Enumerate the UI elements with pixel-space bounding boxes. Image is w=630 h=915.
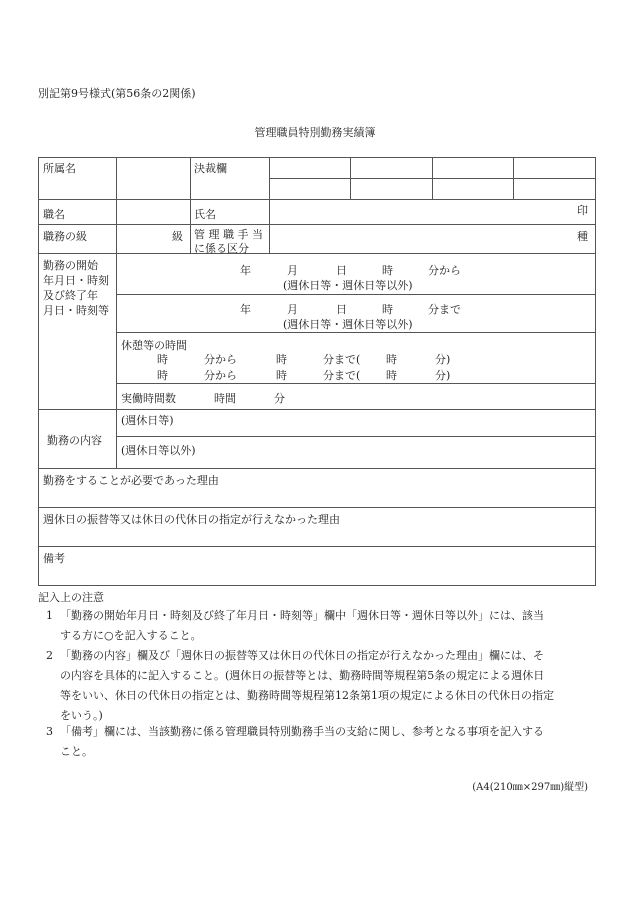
content-label: 勤務の内容 <box>47 434 102 447</box>
grade-label: 職務の級 <box>43 230 87 243</box>
actual-minute-unit: 分 <box>274 392 285 405</box>
allowance-unit: 種 <box>577 230 588 243</box>
actual-hours-label: 実働時間数 <box>121 392 176 405</box>
content-holiday-label: (週休日等) <box>121 414 174 427</box>
allowance-label-2: に係る区分 <box>194 242 249 255</box>
approval-label: 決裁欄 <box>194 162 227 175</box>
reason-label: 勤務をすることが必要であった理由 <box>43 474 219 487</box>
note-item: 1 「勤務の開始年月日・時刻及び終了年月日・時刻等」欄中「週休日等・週休日等以外」には、該当 する方に○を記入すること。 <box>46 609 544 642</box>
seal-mark: 印 <box>577 204 588 217</box>
paper-size-note: (A4(210㎜×297㎜)縦型) <box>472 782 588 793</box>
remarks-label: 備考 <box>43 552 65 565</box>
affiliation-label: 所属名 <box>43 162 76 175</box>
content-nonholiday-label: (週休日等以外) <box>121 444 196 457</box>
note-item: 3 「備考」欄には、当該勤務に係る管理職員特別勤務手当の支給に関し、参考となる事項を記入する こと。 <box>46 725 544 758</box>
note-item: 2 「勤務の内容」欄及び「週休日の振替等又は休日の代休日の指定が行えなかった理由」欄には、そ の内容を具体的に記入すること。(週休日の振替等とは、勤務時間等規程第5条の規定による週休日 等をいい、休日の代休日の指定とは、勤務時間等規程第12条第1項の規定による休日の代休日の指定 をいう。) <box>46 649 554 722</box>
notes-heading: 記入上の注意 <box>38 591 104 604</box>
actual-hour-unit: 時間 <box>214 392 236 405</box>
page-title: 管理職員特別勤務実績簿 <box>254 126 376 139</box>
allowance-label-1: 管 理 職 手 当 <box>194 228 263 241</box>
break-label: 休憩等の時間 <box>121 339 187 352</box>
job-title-label: 職名 <box>43 208 65 221</box>
period-label: 勤務の開始 年月日・時刻 及び終了年 月日・時刻等 <box>43 259 109 317</box>
substitute-reason-label: 週休日の振替等又は休日の代休日の指定が行えなかった理由 <box>43 513 340 526</box>
name-label: 氏名 <box>194 208 216 221</box>
grade-unit: 級 <box>172 230 183 243</box>
form-id: 別記第9号様式(第56条の2関係) <box>38 87 196 100</box>
